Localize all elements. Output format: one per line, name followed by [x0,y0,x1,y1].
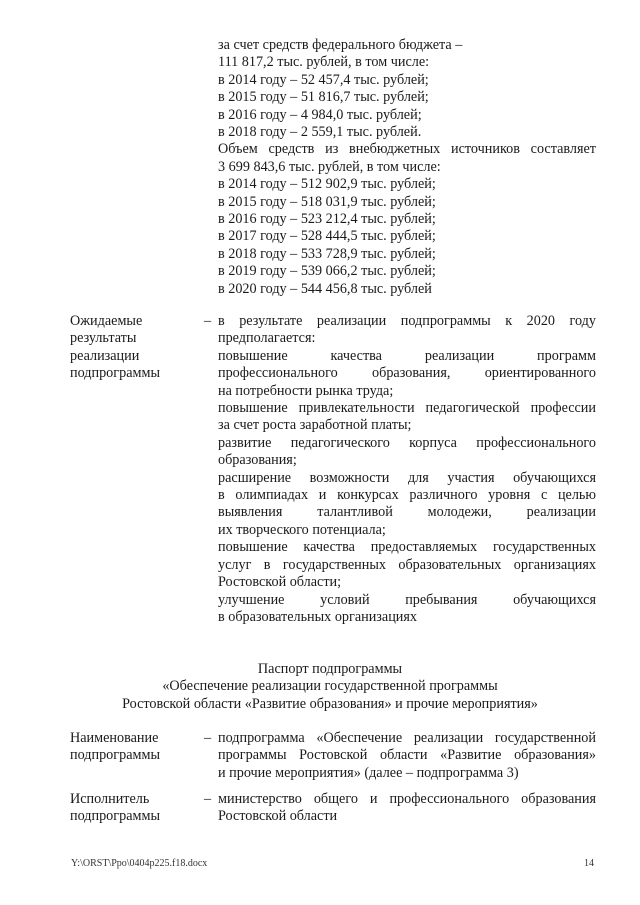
executor-line: министерство общего и профессионального образования [218,791,596,807]
label-line: подпрограммы [70,365,160,382]
passport-title-line: Ростовской области «Развитие образования» и прочие мероприятия» [122,695,538,712]
federal-intro: за счет средств федерального бюджета – [218,37,463,53]
result-line: в образовательных организациях [218,608,418,625]
label-line: подпрограммы [70,808,160,825]
executor-line: Ростовской области [218,808,338,825]
label-line: реализации [70,347,140,364]
result-line: услуг в государственных образовательных организациях [218,556,596,573]
federal-year-line: в 2015 году – 51 816,7 тыс. рублей; [218,89,429,106]
extrabudget-total: 3 699 843,6 тыс. рублей, в том числе: [218,158,441,175]
extrabudget-year-line: в 2017 году – 528 444,5 тыс. рублей; [218,228,436,245]
name-row-text [218,730,596,782]
result-line: образования; [218,452,297,469]
federal-year-line: в 2016 году – 4 984,0 тыс. рублей; [218,106,422,123]
passport-title-line: «Обеспечение реализации государственной программы [162,678,498,695]
label-line: Наименование [70,730,159,746]
passport-title [40,661,620,713]
name-line: и прочие мероприятия» (далее – подпрограмма 3) [218,764,519,781]
extrabudget-year-line: в 2014 году – 512 902,9 тыс. рублей; [218,176,436,193]
expected-results-text [218,313,596,626]
passport-title-line: Паспорт подпрограммы [257,661,403,677]
budget-section [218,37,596,298]
result-line: в олимпиадах и конкурсах различного уровня с целью [218,487,596,504]
label-line: Исполнитель [70,791,150,807]
result-line: повышение качества реализации программ [218,347,596,364]
expected-results-dash: – [204,313,212,329]
name-line: подпрограмма «Обеспечение реализации государственной [218,730,596,746]
label-line: подпрограммы [70,747,160,764]
federal-total: 111 817,2 тыс. рублей, в том числе: [218,54,430,71]
result-line: профессионального образования, ориентированного [218,365,596,382]
result-line: предполагается: [218,330,316,347]
name-row-label [70,730,200,765]
name-line: программы Ростовской области «Развитие образования» [218,747,596,764]
federal-year-line: в 2014 году – 52 457,4 тыс. рублей; [218,71,429,88]
result-line: повышение привлекательности педагогической профессии [218,400,596,417]
result-line: их творческого потенциала; [218,521,386,538]
result-line: повышение качества предоставляемых государственных [218,539,596,556]
federal-year-line: в 2018 году – 2 559,1 тыс. рублей. [218,124,422,141]
result-line: расширение возможности для участия обучающихся [218,469,596,486]
result-line: выявления талантливой молодежи, реализации [218,504,596,521]
result-line: улучшение условий пребывания обучающихся [218,591,596,608]
result-line: развитие педагогического корпуса профессионального [218,434,596,451]
executor-row-text [218,791,596,826]
label-line: Ожидаемые [70,313,143,329]
extrabudget-year-line: в 2015 году – 518 031,9 тыс. рублей; [218,193,436,210]
result-line: в результате реализации подпрограммы к 2020 году [218,313,596,329]
result-line: на потребности рынка труда; [218,382,394,399]
extrabudget-year-line: в 2016 году – 523 212,4 тыс. рублей; [218,211,436,228]
extrabudget-year-line: в 2020 году – 544 456,8 тыс. рублей [218,280,432,297]
extrabudget-year-line: в 2019 году – 539 066,2 тыс. рублей; [218,263,436,280]
footer-file-path: Y:\ORST\Ppo\0404p225.f18.docx [71,858,208,869]
label-line: результаты [70,330,137,347]
extrabudget-year-line: в 2018 году – 533 728,9 тыс. рублей; [218,245,436,262]
name-row-dash: – [204,730,212,746]
page-number: 14 [584,858,594,869]
executor-row-label [70,791,200,826]
extrabudget-line: Объем средств из внебюджетных источников составляет [218,141,596,158]
result-line: за счет роста заработной платы; [218,417,412,434]
executor-row-dash: – [204,791,212,807]
expected-results-label [70,313,200,383]
result-line: Ростовской области; [218,574,342,591]
